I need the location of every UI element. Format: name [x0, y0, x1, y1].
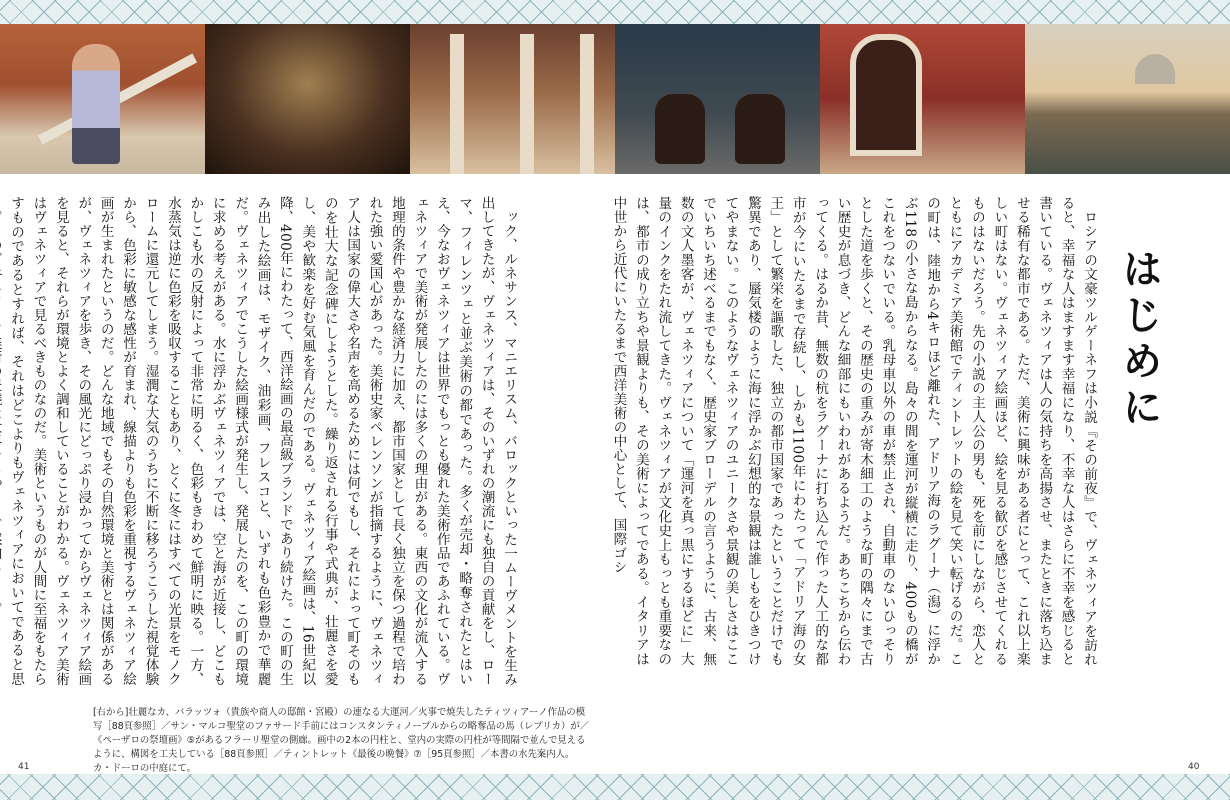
- decorative-top-border: [0, 0, 1230, 24]
- body-text-left: [8, 196, 520, 686]
- body-paragraph: ック、ルネサンス、マニエリスム、バロックといった一ムーヴメントを生み出してきたが、ヴェネツィアは、そのいずれの潮流にも独自の貢献をし、ローマ、フィレンツェと並ぶ美術の都であった。多くが売却・略奪されたとはいえ、今なおヴェネツィアは世界でもっとも優れた美術作品であふれている。ヴェネツィアで美術が発展したのには多くの理由がある。東西の文化が流入する地理的条件や豊かな経済力に加え、都市国家として長く独立を保つ過程で培われた強い愛国心があった。美術史家ペレンソンが指摘するように、ヴェネツィア人は国家の偉大さや名声を高めるためには何でもし、それによって町そのものを壮大な記念碑にしようとした。繰り返される行事や式典が、壮麗さを愛し、美や歓楽を好む気風を育んだのである。ヴェネツィア絵画は、16世紀以降、400年にわたって、西洋絵画の最高級ブランドであり続けた。この町の生み出した絵画は、モザイク、油彩画、フレスコと、いずれも色彩豊かで華麗だ。ヴェネツィアでこうした絵画様式が発生し、発展したのを、この町の環境に求める考えがある。水に浮かぶヴェネツィアでは、空と海が近接し、どこもかしこも水の反射によって非常に明るく、色彩もきわめて鮮明に映る。一方、水蒸気は逆に色彩を吸収することもあり、とくに冬にはすべての光景をモノクロームに還元してしまう。湿潤な大気のうちに不断に移ろうこうした視覚体験から、色彩に敏感な感性が育まれ、線描よりも色彩を重視するヴェネツィア絵画が生まれたというのだ。どんな地域でもその自然環境と美術とは関係があるが、ヴェネツィアを歩き、その風光にどっぷり浸かってからヴェネツィア絵画を見ると、それらが環境とよく調和していることがわかる。ヴェネツィア美術はヴェネツィアで見るべきものなのだ。美術というものが人間に至福をもたらすものであるとすれば、それはどこよりもヴェネツィアにおいてであると思: [8, 196, 517, 686]
- decorative-bottom-border: [0, 774, 1230, 800]
- page-number-left: 41: [18, 762, 30, 772]
- page-title: はじめに: [1116, 248, 1162, 432]
- photo-titian-copy: [820, 24, 1025, 174]
- photo-caption: [右から]壮麗なカ、バラッツォ（貴族や商人の邸館・宮殿）の連なる大運河／火事で焼失したティツィアーノ作品の模写［88頁参照］／サン・マルコ聖堂のファサード手前にはコンスタンティノープルからの略奪品の馬（レプリカ）が／《ペーザロの祭壇画》⑤があるフラーリ聖堂の側廊。画中の2本の円柱と、堂内の実際の円柱が等間隔で並んで見えるように、構図を工夫している［88頁参照］／ティントレット《最後の晩餐》⑦［95頁参照］／本書の水先案内人。カ・ドーロの中庭にて。: [93, 707, 590, 774]
- body-paragraph: ロシアの文豪ツルゲーネフは小説『その前夜』で、ヴェネツィアを訪れると、幸福な人はますます幸福になり、不幸な人はさらに不幸を感じると書いている。ヴェネツィアは人の気持ちを高揚させ、またときに落ち込ませる稀有な都市である。ただ、美術に興味がある者にとって、これ以上楽しい町はない。ヴェネツィア絵画ほど、絵を見る歓びを感じさせてくれるものはないだろう。先の小説の主人公の男も、死を前にしながら、恋人とともにアカデミア美術館でティントレットの絵を見て笑い転げるのだ。この町は、陸地から4キロほど離れた、アドリア海のラグーナ（潟）に浮かぶ118の小さな島からなる。島々の間を運河が縦横に走り、400もの橋がこれをつないでいる。乳母車以外の車が禁止され、自動車のないひっそりとした道を歩くと、その歴史の重みが寄木細工のような町の隅々にまで古い歴史が息づき、どんな細部にもいわれがあるようだ。あちこちから伝わってくる。はるか昔、無数の杭をラグーナに打ち込んで作った人工的な都市が今にいたるまで存続し、しかも1100年にわたって「アドリア海の女王」として繁栄を謳歌した、独立の都市国家であったということだけでも驚異であり、蜃気楼のように海に浮かぶ幻想的な景観は誰しもをひきつけてやまない。このようなヴェネツィアのユニークさや景観の美しさはここでいちいち述べるまでもなく、歴史家ブローデルの言うように、古来、無数の文人墨客が、ヴェネツィアについて「運河を真っ黒にするほどに」大量のインクをたれ流してきた。ヴェネツィアが文化史上もっとも重要なのは、都市の成り立ちや景観よりも、その美術によってである。イタリアは中世から近代にいたるまで西洋美術の中心として、国際ゴシ: [610, 196, 1097, 666]
- photo-strip: [0, 24, 1230, 174]
- page-number-right: 40: [1188, 762, 1200, 772]
- photo-last-supper-painting: [205, 24, 410, 174]
- body-text-right: [610, 196, 1100, 666]
- photo-guide-courtyard: [0, 24, 205, 174]
- photo-san-marco-horses: [615, 24, 820, 174]
- photo-grand-canal: [1025, 24, 1230, 174]
- photo-frari-church-aisle: [410, 24, 615, 174]
